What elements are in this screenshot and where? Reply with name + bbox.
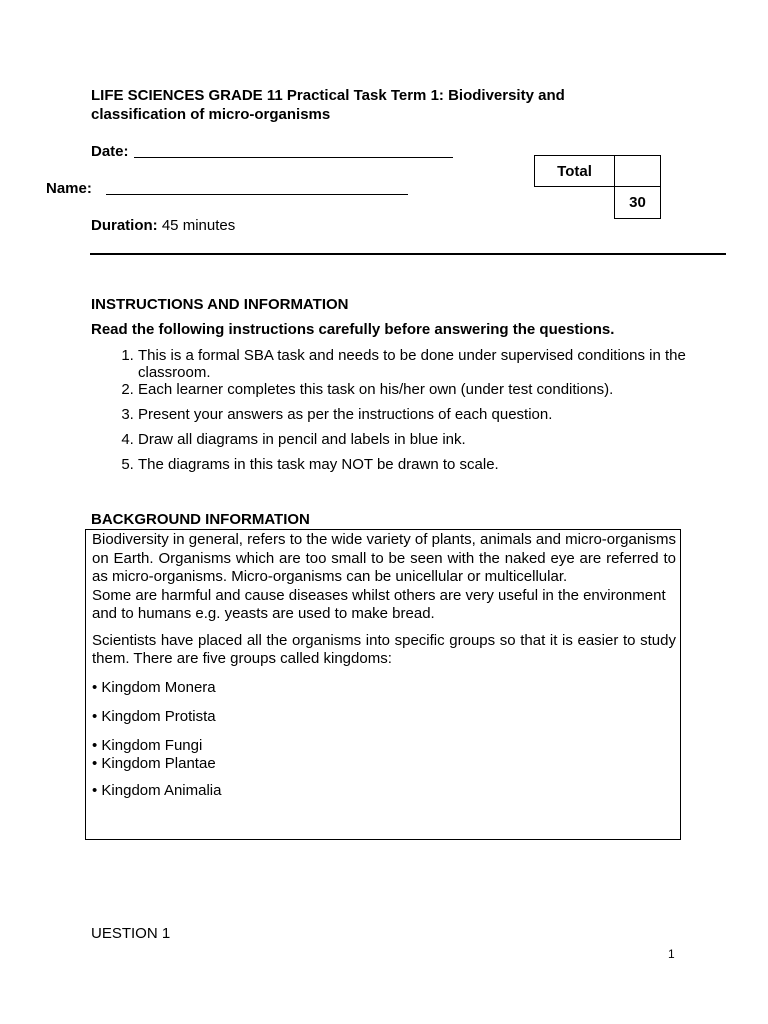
duration-value: 45 minutes: [161, 217, 236, 234]
kingdom-item: • Kingdom Animalia: [92, 781, 222, 799]
instruction-item: 1. This is a formal SBA task and needs to be done under supervised conditions in the classroom.: [138, 347, 743, 381]
date-label: Date:: [91, 143, 129, 160]
instructions-heading: INSTRUCTIONS AND INFORMATION: [91, 296, 349, 313]
instruction-item: 4. Draw all diagrams in pencil and labels in blue ink.: [138, 431, 743, 448]
duration: [91, 217, 235, 234]
kingdom-item: • Kingdom Monera: [92, 678, 216, 696]
instructions-list: [91, 347, 743, 481]
background-heading: BACKGROUND INFORMATION: [91, 511, 310, 528]
date-field[interactable]: [134, 157, 453, 158]
background-box: [85, 529, 681, 840]
background-paragraph: Scientists have placed all the organisms into specific groups so that it is easier to study them. There are five groups called kingdoms:: [92, 631, 676, 667]
total-value: 30: [615, 187, 661, 219]
duration-label: Duration:: [91, 217, 158, 234]
instructions-subheading: Read the following instructions carefully before answering the questions.: [91, 321, 615, 338]
divider: [90, 253, 726, 255]
background-paragraph: and to humans e.g. yeasts are used to make bread.: [92, 605, 435, 622]
name-label: Name:: [46, 180, 92, 197]
question-heading: UESTION 1: [91, 925, 171, 942]
total-score-cell[interactable]: [615, 156, 661, 187]
background-paragraph: Some are harmful and cause diseases whilst others are very useful in the environment: [92, 586, 666, 604]
instruction-item: 2. Each learner completes this task on his/her own (under test conditions).: [138, 381, 743, 398]
kingdom-item: • Kingdom Fungi: [92, 736, 203, 754]
kingdom-item: • Kingdom Plantae: [92, 755, 216, 772]
document-title: LIFE SCIENCES GRADE 11 Practical Task Term 1: Biodiversity and classification of micro-organisms: [91, 87, 565, 123]
background-paragraph: Biodiversity in general, refers to the wide variety of plants, animals and micro-organisms on Earth. Organisms which are too small to be seen with the naked eye are referred to as micro-organisms. Micro-organisms can be unicellular or multicellular.: [92, 531, 676, 585]
kingdom-item: • Kingdom Protista: [92, 708, 216, 725]
instruction-item: 3. Present your answers as per the instructions of each question.: [138, 406, 743, 423]
name-field[interactable]: [106, 194, 408, 195]
empty-cell: [535, 187, 615, 219]
total-label: Total: [535, 156, 615, 187]
instruction-item: 5. The diagrams in this task may NOT be drawn to scale.: [138, 456, 743, 473]
total-marks-table: [534, 155, 661, 219]
page-number: 1: [668, 947, 675, 961]
